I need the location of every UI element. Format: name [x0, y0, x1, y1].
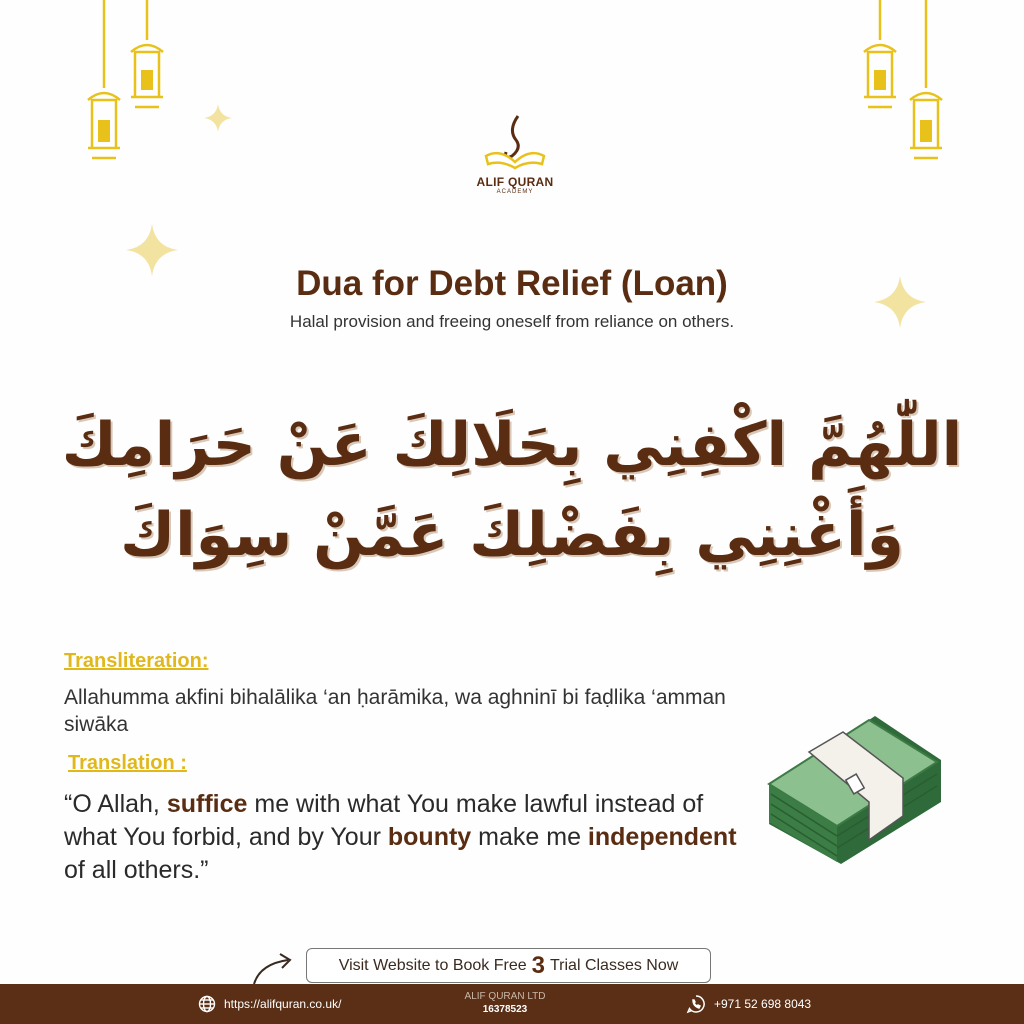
company-info [440, 990, 570, 1016]
transliteration-label: Transliteration: [64, 650, 209, 672]
phone-number[interactable]: +971 52 698 8043 [714, 997, 812, 1011]
book-trial-button[interactable] [306, 948, 711, 983]
arabic-dua-line-2: وَأَغْنِنِي بِفَضْلِكَ عَمَّنْ سِوَاكَ [120, 500, 904, 570]
arrow-icon [250, 952, 300, 984]
company-name: ALIF QURAN LTD [464, 991, 546, 1002]
page-title: Dua for Debt Relief (Loan) [296, 264, 728, 303]
company-number: 16378523 [482, 1004, 528, 1015]
cta-text: Visit Website to Book Free [338, 956, 527, 974]
website-link[interactable] [198, 984, 341, 1024]
money-stack-icon [765, 712, 945, 867]
arabic-dua-line-1: اللّٰهُمَّ اكْفِنِي بِحَلَالِكَ عَنْ حَرَامِكَ [61, 410, 963, 480]
lanterns-right-icon [860, 0, 960, 170]
sparkle-icon [204, 104, 232, 132]
translation-part: me with what You make lawful instead of what You forbid, and by Your [64, 790, 704, 851]
translation-text [64, 788, 754, 887]
lanterns-left-icon [80, 0, 180, 170]
book-icon [480, 112, 550, 174]
translation-part: of all others.” [64, 856, 209, 884]
logo-name: ALIF QURAN [476, 175, 554, 189]
cta-number: 3 [531, 951, 545, 979]
phone-link[interactable] [686, 984, 811, 1024]
globe-icon [198, 995, 216, 1013]
whatsapp-icon [686, 994, 706, 1014]
website-url[interactable]: https://alifquran.co.uk/ [224, 997, 342, 1011]
translation-emphasis: bounty [387, 823, 472, 851]
logo-tagline: ACADEMY [496, 189, 534, 195]
translation-emphasis: suffice [166, 790, 248, 818]
footer [0, 984, 1024, 1024]
translation-emphasis: independent [587, 823, 737, 851]
page-subtitle: Halal provision and freeing oneself from reliance on others. [289, 312, 735, 331]
cta-text: Trial Classes Now [549, 956, 679, 974]
transliteration-text: Allahumma akfini bihalālika ‘an ḥarāmika, wa aghninī bi faḍlika ‘amman siwāka [64, 686, 726, 736]
translation-part: “O Allah, [64, 790, 167, 818]
translation-label: Translation : [68, 752, 187, 774]
translation-part: make me [471, 823, 588, 851]
logo [470, 112, 560, 195]
